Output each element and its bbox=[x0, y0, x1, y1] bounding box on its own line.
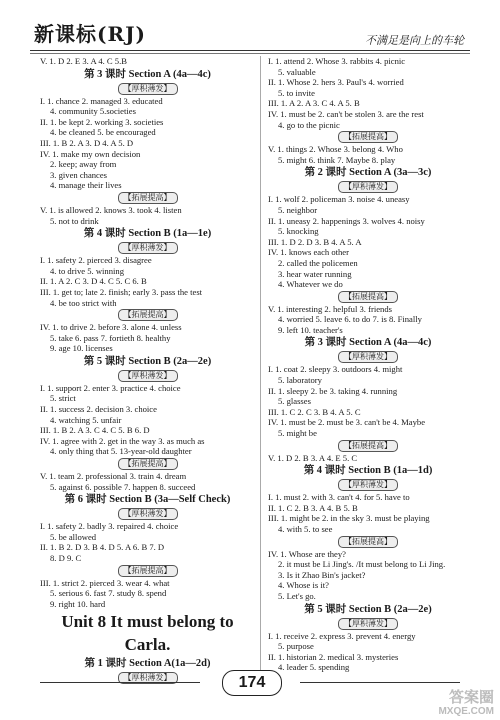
answer-line: 4. watching 5. unfair bbox=[50, 414, 122, 425]
lesson-heading: 第 3 课时 Section A (4a—4c) bbox=[304, 337, 432, 349]
answer-line: 4. only thing that 5. 13-year-old daughter bbox=[50, 446, 192, 457]
section-badge: 【拓展提高】 bbox=[338, 131, 398, 143]
section-badge: 【厚积薄发】 bbox=[338, 479, 398, 491]
section-badge: 【厚积薄发】 bbox=[118, 83, 178, 95]
answer-line: V. 1. things 2. Whose 3. belong 4. Who bbox=[268, 144, 403, 155]
answer-line: I. 1. must 2. with 3. can't 4. for 5. have to bbox=[268, 492, 410, 503]
answer-line: IV. 1. to drive 2. before 3. alone 4. unless bbox=[40, 322, 182, 333]
answer-line: III. 1. get to; late 2. finish; early 3. pass the test bbox=[40, 286, 203, 297]
answer-line: 5. might be bbox=[278, 428, 317, 439]
lesson-heading: 第 4 课时 Section B (1a—1e) bbox=[83, 228, 212, 240]
answer-line: IV. 1. must be 2. must be 3. can't be 4. Maybe bbox=[268, 417, 426, 428]
answer-line: III. 1. strict 2. pierced 3. wear 4. what bbox=[40, 577, 170, 588]
answer-line: 5. against 6. possible 7. happen 8. succeed bbox=[50, 481, 196, 492]
answer-line: 5. strict bbox=[50, 393, 76, 404]
answer-line: 5. neighbor bbox=[278, 204, 318, 215]
answer-line: V. 1. interesting 2. helpful 3. friends bbox=[268, 303, 392, 314]
answer-line: 5. not to drink bbox=[50, 215, 99, 226]
answer-line: 5. glasses bbox=[278, 396, 311, 407]
answer-line: III. 1. B 2. A 3. D 4. A 5. D bbox=[40, 137, 134, 148]
watermark-logo bbox=[438, 690, 494, 717]
footer-rule-left bbox=[40, 682, 200, 683]
answer-line: 4. be cleaned 5. be encouraged bbox=[50, 127, 156, 138]
answer-line: II. 1. C 2. B 3. A 4. B 5. B bbox=[268, 502, 358, 513]
answer-line: III. 1. D 2. D 3. B 4. A 5. A bbox=[268, 236, 362, 247]
answer-line: 2. called the policemen bbox=[278, 257, 358, 268]
answer-line: 9. age 10. licenses bbox=[50, 343, 113, 354]
answer-line: 3. given chances bbox=[50, 169, 108, 180]
answer-line: 9. right 10. hard bbox=[50, 598, 106, 609]
answer-line: 4. go to the picnic bbox=[278, 119, 340, 130]
answer-line: V. 1. team 2. professional 3. train 4. dream bbox=[40, 471, 187, 482]
answer-line: 5. be allowed bbox=[50, 531, 97, 542]
page-number: 174 bbox=[222, 670, 282, 696]
answer-line: 5. purpose bbox=[278, 641, 314, 652]
answer-line: II. 1. historian 2. medical 3. mysteries bbox=[268, 651, 399, 662]
section-badge: 【厚积薄发】 bbox=[118, 242, 178, 254]
answer-line: I. 1. support 2. enter 3. practice 4. choice bbox=[40, 382, 181, 393]
answer-line: II. 1. sleepy 2. be 3. taking 4. running bbox=[268, 385, 398, 396]
answer-line: 5. might 6. think 7. Maybe 8. play bbox=[278, 154, 396, 165]
answer-line: I. 1. safety 2. pierced 3. disagree bbox=[40, 255, 152, 266]
answer-line: I. 1. coat 2. sleepy 3. outdoors 4. might bbox=[268, 364, 403, 375]
answer-line: I. 1. attend 2. Whose 3. rabbits 4. picnic bbox=[268, 56, 406, 66]
answer-line: 5. knocking bbox=[278, 226, 319, 237]
answer-line: I. 1. safety 2. badly 3. repaired 4. choice bbox=[40, 521, 179, 532]
footer-rule-right bbox=[300, 682, 460, 683]
answer-line: IV. 1. knows each other bbox=[268, 247, 349, 258]
answer-line: II. 1. B 2. D 3. B 4. D 5. A 6. B 7. D bbox=[40, 542, 165, 553]
answer-line: 9. left 10. teacher's bbox=[278, 324, 343, 335]
book-brand: 新课标(RJ) bbox=[34, 22, 147, 46]
answer-line: V. 1. D 2. B 3. A 4. E 5. C bbox=[268, 452, 358, 463]
lesson-heading: 第 6 课时 Section B (3a—Self Check) bbox=[64, 494, 231, 506]
section-badge: 【拓展提高】 bbox=[338, 291, 398, 303]
answer-line: 5. to invite bbox=[278, 87, 315, 98]
header-slogan: 不满足是向上的车轮 bbox=[365, 34, 464, 47]
answer-line: 5. valuable bbox=[278, 66, 316, 77]
section-badge: 【厚积薄发】 bbox=[118, 508, 178, 520]
answer-line: II. 1. A 2. C 3. D 4. C 5. C 6. B bbox=[40, 276, 147, 287]
answer-line: 4. manage their lives bbox=[50, 180, 122, 191]
lesson-heading: 第 3 课时 Section A (4a—4c) bbox=[84, 68, 211, 80]
right-answer-column bbox=[268, 56, 468, 673]
section-badge: 【厚积薄发】 bbox=[338, 351, 398, 363]
answer-line: II. 1. Whose 2. hers 3. Paul's 4. worried bbox=[268, 77, 404, 88]
answer-line: III. 1. C 2. C 3. B 4. A 5. C bbox=[268, 406, 361, 417]
section-badge: 【拓展提高】 bbox=[118, 192, 178, 204]
answer-line: II. 1. be kept 2. working 3. societies bbox=[40, 116, 164, 127]
answer-line: III. 1. might be 2. in the sky 3. must be playing bbox=[268, 513, 430, 524]
answer-line: 5. Let's go. bbox=[278, 590, 316, 601]
answer-line: III. 1. B 2. A 3. C 4. C 5. B 6. D bbox=[40, 425, 150, 436]
page-header bbox=[0, 0, 500, 52]
section-badge: 【拓展提高】 bbox=[338, 440, 398, 452]
lesson-heading: 第 2 课时 Section A (3a—3c) bbox=[304, 167, 432, 179]
answer-line: V. 1. is allowed 2. knows 3. took 4. listen bbox=[40, 204, 182, 215]
answer-line: 4. to drive 5. winning bbox=[50, 265, 124, 276]
answer-line: 4. leader 5. spending bbox=[278, 662, 350, 673]
answer-line: I. 1. chance 2. managed 3. educated bbox=[40, 95, 163, 106]
answer-line: II. 1. uneasy 2. happenings 3. wolves 4. noisy bbox=[268, 215, 425, 226]
lesson-heading: 第 1 课时 Section A(1a—2d) bbox=[84, 658, 211, 670]
answer-line: I. 1. wolf 2. policeman 3. noise 4. uneasy bbox=[268, 194, 410, 205]
section-badge: 【厚积薄发】 bbox=[338, 618, 398, 630]
answer-line: I. 1. receive 2. express 3. prevent 4. energy bbox=[268, 630, 416, 641]
section-badge: 【厚积薄发】 bbox=[118, 672, 178, 684]
answer-line: 8. D 9. C bbox=[50, 553, 82, 563]
answer-line: IV. 1. Whose are they? bbox=[268, 548, 346, 559]
answer-line: 3. hear water running bbox=[278, 268, 352, 279]
answer-line: V. 1. D 2. E 3. A 4. C 5.B bbox=[40, 56, 127, 66]
answer-line: IV. 1. agree with 2. get in the way 3. as much as bbox=[40, 435, 205, 446]
section-badge: 【拓展提高】 bbox=[338, 536, 398, 548]
answer-line: 5. serious 6. fast 7. study 8. spend bbox=[50, 588, 167, 599]
answer-line: 4. with 5. to see bbox=[278, 524, 333, 534]
answer-line: 5. take 6. pass 7. fortieth 8. healthy bbox=[50, 332, 171, 343]
answer-line: 2. keep; away from bbox=[50, 159, 117, 170]
answer-line: 5. laboratory bbox=[278, 375, 322, 386]
unit-title: Carla. bbox=[124, 635, 171, 655]
header-rule bbox=[30, 50, 470, 51]
watermark-title: 答案圈 bbox=[448, 689, 494, 706]
answer-line: 4. be too strict with bbox=[50, 297, 117, 308]
section-badge: 【拓展提高】 bbox=[118, 458, 178, 470]
answer-line: III. 1. A 2. A 3. C 4. A 5. B bbox=[268, 98, 360, 109]
answer-line: IV. 1. must be 2. can't be stolen 3. are the rest bbox=[268, 108, 424, 119]
answer-line: II. 1. success 2. decision 3. choice bbox=[40, 404, 157, 415]
answer-line: 4. Whose is it? bbox=[278, 580, 329, 591]
answer-line: 4. worried 5. leave 6. to do 7. is 8. Finally bbox=[278, 314, 422, 325]
unit-title: Unit 8 It must belong to bbox=[61, 612, 234, 632]
answer-line: 3. Is it Zhao Bin's jacket? bbox=[278, 569, 366, 580]
answer-line: 2. it must be Li Jing's. /It must belong to Li Jing. bbox=[278, 559, 446, 570]
header-rule-thin bbox=[30, 53, 470, 54]
section-badge: 【厚积薄发】 bbox=[118, 370, 178, 382]
answer-line: IV. 1. make my own decision bbox=[40, 148, 141, 159]
lesson-heading: 第 5 课时 Section B (2a—2e) bbox=[83, 355, 212, 367]
left-answer-column bbox=[40, 56, 255, 685]
section-badge: 【拓展提高】 bbox=[118, 309, 178, 321]
answer-line: 4. community 5.societies bbox=[50, 106, 136, 117]
section-badge: 【厚积薄发】 bbox=[338, 181, 398, 193]
section-badge: 【拓展提高】 bbox=[118, 565, 178, 577]
lesson-heading: 第 5 课时 Section B (2a—2e) bbox=[304, 603, 432, 615]
watermark-url: MXQE.COM bbox=[438, 706, 494, 717]
lesson-heading: 第 4 课时 Section B (1a—1d) bbox=[303, 465, 433, 477]
answer-line: 4. Whatever we do bbox=[278, 279, 343, 290]
column-divider bbox=[260, 56, 261, 686]
